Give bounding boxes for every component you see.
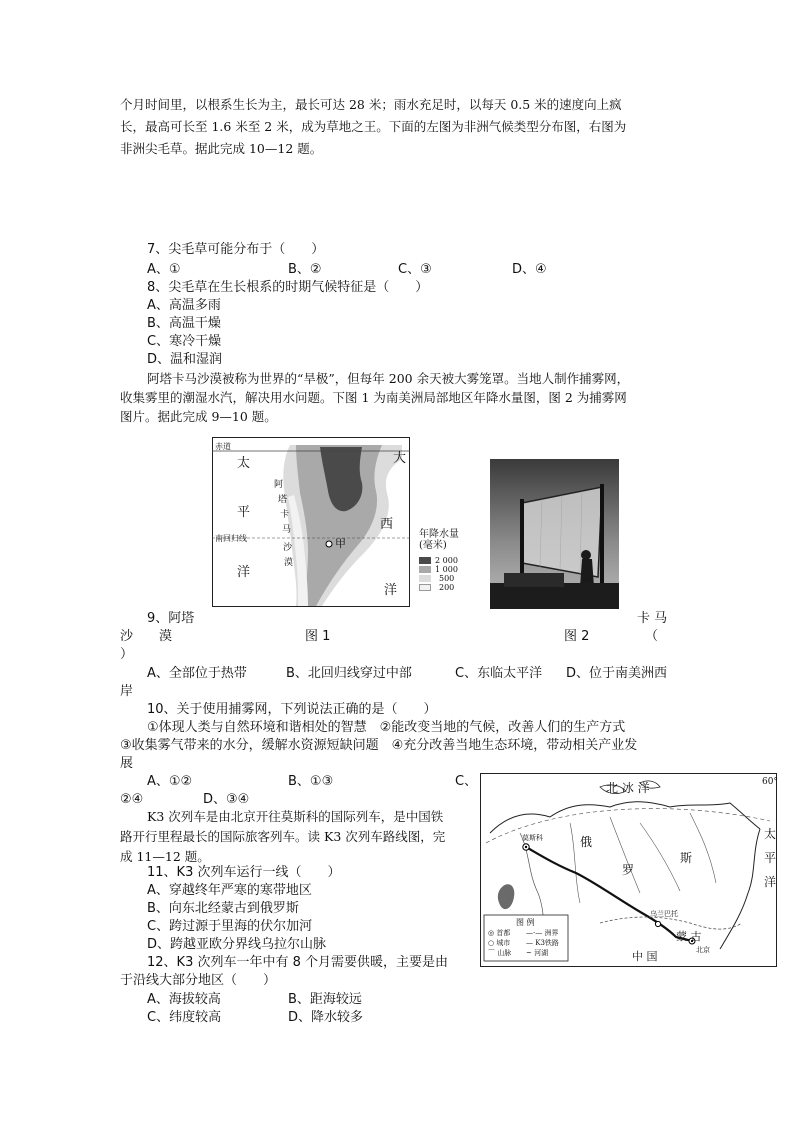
k3-line: 成 11—12 题。 [120, 849, 210, 864]
route-legend-item: —·— 洲界 [526, 929, 559, 937]
q11-option-d[interactable]: D、跨越亚欧分界线乌拉尔山脉 [147, 937, 327, 952]
q7-option-c[interactable]: C、③ [398, 262, 432, 277]
figure-2-fog-net-photo [490, 459, 619, 609]
russia-label-3: 斯 [680, 851, 693, 865]
q8-option-d[interactable]: D、温和湿润 [147, 352, 223, 367]
desert-label-2: 塔 [278, 495, 288, 505]
russia-label-2: 罗 [622, 863, 635, 877]
desert-label-3: 卡 [280, 510, 290, 520]
figure-k3-route-map [480, 773, 777, 967]
route-legend-item: ○ 城市 [488, 939, 511, 947]
route-legend-item: ~ 河湖 [526, 949, 549, 957]
q7-option-a[interactable]: A、① [147, 262, 181, 277]
q11-stem: 11、K3 次列车运行一线（ ） [147, 865, 341, 880]
china-label: 中 国 [632, 950, 658, 963]
q9-option-d[interactable]: D、位于南美洲西 [566, 666, 668, 681]
equator-label: 赤道 [215, 442, 231, 451]
q8-stem: 8、尖毛草在生长根系的时期气候特征是（ ） [147, 280, 429, 295]
intro-line: 非洲尖毛草。据此完成 10—12 题。 [120, 141, 323, 156]
pacific-label-3: 洋 [237, 565, 251, 580]
q10-statement-1-2: ①体现人类与自然环境和谐相处的智慧 ②能改变当地的气候，改善人们的生产方式 [147, 720, 626, 735]
q9-stem-part-b: 卡 马 [637, 611, 668, 626]
legend-value: 500 [439, 574, 455, 583]
q9-stem-part-e: ） [120, 647, 134, 662]
legend-value: 2 000 [435, 556, 458, 565]
q11-option-a[interactable]: A、穿越终年严寒的寒带地区 [147, 883, 312, 898]
q12-stem-line-1: 12、K3 次列车一年中有 8 个月需要供暖，主要是由 [147, 955, 449, 970]
q10-statement-3-4: ③收集雾气带来的水分，缓解水资源短缺问题 ④充分改善当地生态环境，带动相关产业发 [120, 738, 638, 753]
intro-paragraph [120, 96, 626, 157]
q10-option-c-continued: ②④ [120, 792, 144, 807]
legend-unit: (毫米) [419, 540, 447, 551]
atacama-paragraph [120, 370, 629, 425]
desert-label-5: 沙 [283, 543, 293, 553]
pacific-label-1: 太 [764, 827, 777, 841]
q10-option-c[interactable]: C、 [455, 774, 478, 789]
q8-option-a[interactable]: A、高温多雨 [147, 298, 221, 313]
pacific-label-3: 洋 [764, 875, 777, 889]
legend-swatch-1000 [419, 566, 431, 573]
q12-option-d[interactable]: D、降水较多 [288, 1010, 364, 1025]
russia-label-1: 俄 [580, 835, 593, 849]
q8-option-c[interactable]: C、寒冷干燥 [147, 334, 222, 349]
q10-option-d[interactable]: D、③④ [203, 792, 250, 807]
route-legend-item: ◎ 首都 [488, 929, 511, 937]
q11-option-b[interactable]: B、向东北经蒙古到俄罗斯 [147, 901, 299, 916]
q12-option-b[interactable]: B、距海较远 [288, 992, 362, 1007]
latitude-label: 60° [762, 777, 778, 787]
q9-stem-part-d: （ [645, 629, 659, 644]
figure-1-caption: 图 1 [305, 629, 331, 644]
q9-option-a[interactable]: A、全部位于热带 [147, 666, 247, 681]
atlantic-label-1: 大 [393, 451, 407, 466]
q12-option-c[interactable]: C、纬度较高 [147, 1010, 222, 1025]
figure-1-precipitation-map [212, 437, 459, 607]
q10-option-b[interactable]: B、①③ [288, 774, 334, 789]
q9-stem-part-a: 9、阿塔 [147, 611, 195, 626]
q11-option-c[interactable]: C、跨过源于里海的伏尔加河 [147, 919, 313, 934]
atacama-line: 阿塔卡马沙漠被称为世界的“旱极”，但每年 200 余天被大雾笼罩。当地人制作捕雾网， [147, 371, 630, 386]
q10-stem: 10、关于使用捕雾网，下列说法正确的是（ ） [147, 702, 437, 717]
q7-option-b[interactable]: B、② [288, 262, 322, 277]
route-legend-item: ⌒ 山脉 [488, 949, 512, 957]
q9-stem-part-c: 沙 漠 [120, 629, 173, 644]
q7-stem: 7、尖毛草可能分布于（ ） [147, 242, 325, 257]
point-jia-label: 甲 [335, 537, 346, 550]
atacama-line: 收集雾里的潮湿水汽，解决用水问题。下图 1 为南美洲局部地区年降水量图，图 2 为捕雾网 [120, 390, 627, 405]
legend-title: 年降水量 [419, 529, 459, 540]
pacific-label-2: 平 [764, 851, 777, 865]
q12-option-a[interactable]: A、海拔较高 [147, 992, 221, 1007]
intro-line: 长，最高可长至 1.6 米至 2 米，成为草地之王。下面的左图为非洲气候类型分布图，右图为 [120, 119, 627, 134]
q9-option-c[interactable]: C、东临太平洋 [455, 666, 543, 681]
k3-line: 路开行里程最长的国际旅客列车。读 K3 次列车路线图，完 [120, 829, 446, 844]
moscow-label: 莫斯科 [522, 834, 543, 842]
mongolia-label: 蒙 古 [676, 930, 702, 943]
k3-paragraph [120, 808, 445, 865]
atacama-line: 图片。据此完成 9—10 题。 [120, 409, 277, 424]
legend-swatch-500 [419, 575, 431, 582]
route-legend-item: — K3铁路 [526, 939, 559, 947]
legend-value: 1 000 [435, 565, 458, 574]
pacific-label-1: 太 [237, 456, 251, 471]
q8-option-b[interactable]: B、高温干燥 [147, 316, 221, 331]
q12-stem-line-2: 于沿线大部分地区（ ） [120, 973, 277, 988]
q10-option-a[interactable]: A、①② [147, 774, 193, 789]
route-legend-title: 图 例 [516, 918, 535, 927]
desert-label-1: 阿 [274, 480, 284, 490]
figure-2-caption: 图 2 [564, 629, 590, 644]
q9-option-b[interactable]: B、北回归线穿过中部 [286, 666, 412, 681]
atlantic-label-3: 洋 [384, 583, 398, 598]
ulaanbaatar-label: 乌兰巴托 [650, 910, 678, 918]
desert-label-4: 马 [282, 525, 292, 535]
q7-option-d[interactable]: D、④ [512, 262, 547, 277]
fog-net-photo-svg [490, 459, 619, 609]
legend-swatch-200 [419, 584, 431, 591]
precipitation-legend [419, 529, 479, 597]
desert-label-6: 漠 [284, 558, 294, 568]
k3-line: K3 次列车是由北京开往莫斯科的国际列车，是中国铁 [147, 809, 444, 824]
legend-swatch-2000 [419, 557, 431, 564]
legend-value: 200 [439, 583, 455, 592]
arctic-ocean-label: 北 冰 洋 [606, 781, 650, 795]
beijing-label: 北京 [696, 946, 710, 954]
q10-statement-continued: 展 [120, 756, 134, 771]
pacific-label-2: 平 [237, 505, 251, 520]
tropic-label: 南回归线 [215, 534, 247, 543]
q9-option-d-continued: 岸 [120, 684, 134, 699]
atlantic-label-2: 西 [380, 517, 394, 532]
intro-line: 个月时间里，以根系生长为主，最长可达 28 米；雨水充足时，以每天 0.5 米的速度向上疯 [120, 97, 622, 112]
